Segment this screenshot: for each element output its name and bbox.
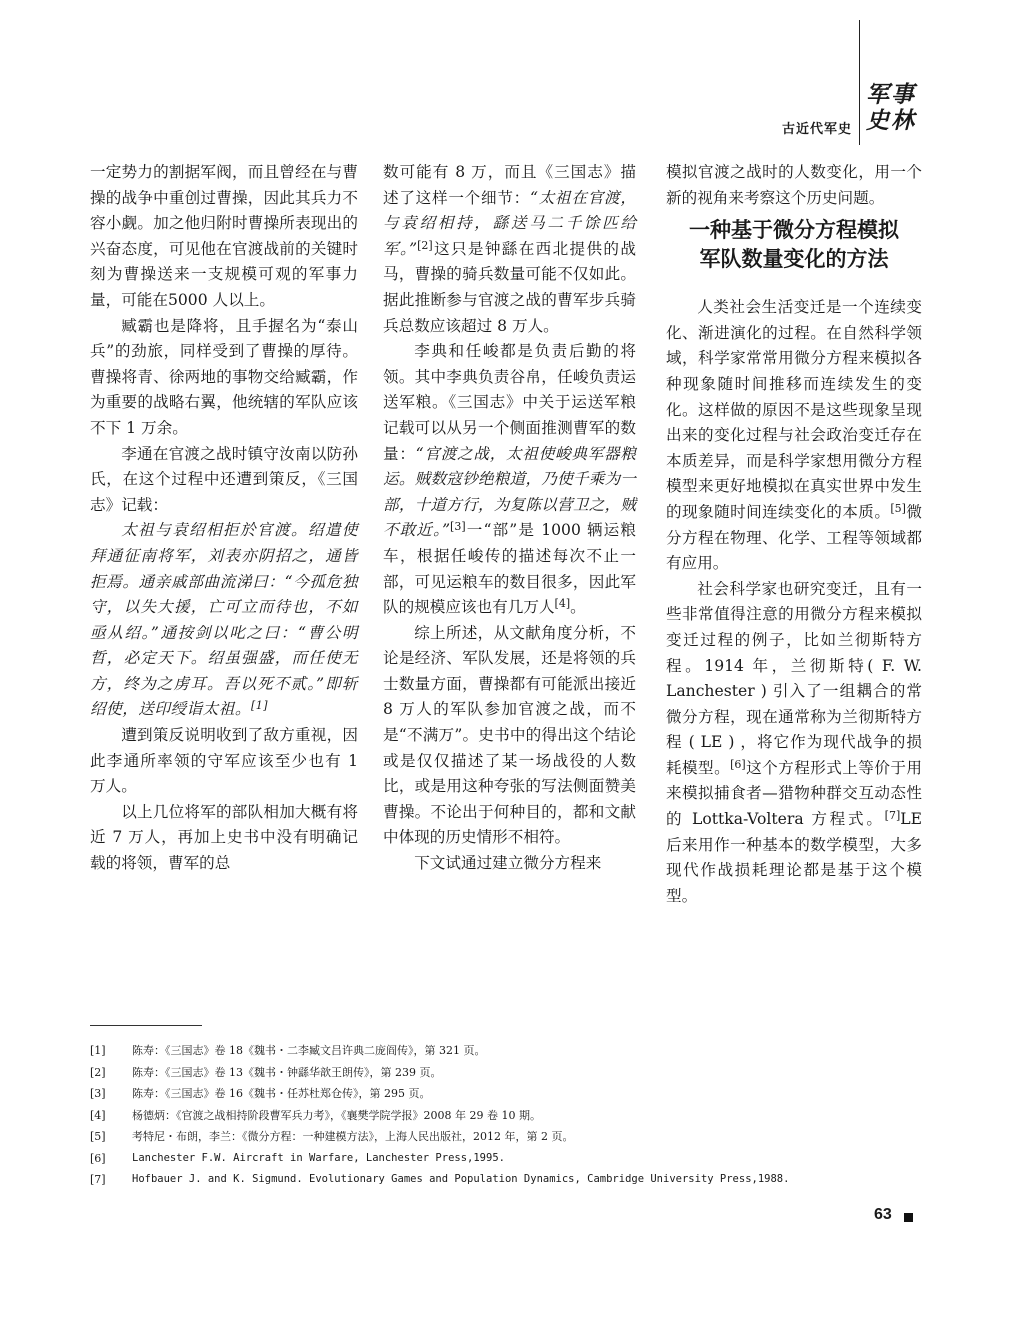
footnote-number: [4] [90, 1108, 106, 1122]
inline-quote: “官渡之战，太祖使峻典军器粮运。贼数寇钞绝粮道，乃使千乘为一部，十道方行，为复陈以营卫之，贼不敢近。” [383, 444, 636, 540]
footnote-text: 陈寿：《三国志》卷 16《魏书・任苏杜郑仓传》，第 295 页。 [132, 1087, 431, 1100]
citation-ref: [5] [890, 501, 906, 515]
paragraph [383, 339, 636, 621]
citation-ref: [3] [450, 520, 466, 534]
footnote-number: [7] [90, 1173, 106, 1186]
footnote [90, 1105, 930, 1127]
section-heading-line: 一种基于微分方程模拟 [689, 217, 899, 243]
paragraph [90, 314, 358, 442]
paragraph [90, 442, 358, 519]
text-run: 一“部”是 1000 辆运粮车，根据任峻传的描述每次不止一部，可见运粮车的数目很多，因此军队的规模应该也有几万人 [383, 521, 636, 617]
text-run: 太祖与袁绍相拒於官渡。绍遣使拜通征南将军，刘表亦阴招之，通皆拒焉。通亲戚部曲流涕曰：“今孤危独守，以失大援，亡可立而待也，不如亟从绍。”通按剑以叱之曰：“曹公明哲，必定天下。绍虽强盛，而任使无方，终为之虏耳。吾以死不贰。”即斩绍使，送印绶诣太祖。 [90, 521, 358, 719]
citation-ref: [2] [417, 238, 433, 252]
footnote-text: Lanchester F.W. Aircraft in Warfare, Lanchester Press,1995. [132, 1151, 505, 1164]
paragraph [383, 851, 636, 877]
text-run: 下文试通过建立微分方程来 [414, 854, 602, 873]
text-run: 李通在官渡之战时镇守汝南以防孙氏，在这个过程中还遭到策反，《三国志》记载： [90, 444, 358, 514]
text-run: 这只是钟繇在西北提供的战马，曹操的骑兵数量可能不仅如此。据此推断参与官渡之战的曹军步兵骑兵总数应该超过 8 万人。 [383, 239, 636, 335]
footnote [90, 1040, 930, 1062]
footnote [90, 1126, 930, 1148]
text-run: 一定势力的割据军阀，而且曾经在与曹操的战争中重创过曹操，因此其兵力不容小觑。加之他归附时曹操所表现出的兴奋态度，可见他在官渡战前的关键时刻为曹操送来一支规模可观的军事力量，可能在5000 人以上。 [90, 163, 358, 309]
text-run: 这个方程形式上等价于用来模拟捕食者—猎物种群交互动态性的 Lottka-Voltera 方程式。 [666, 758, 922, 829]
text-run: 数可能有 8 万，而且《三国志》描述了这样一个细节： [383, 163, 636, 207]
inline-quote: “太祖在官渡，与袁绍相持，繇送马二千馀匹给军。” [383, 188, 636, 258]
footnote [90, 1083, 930, 1105]
footnote [90, 1062, 930, 1084]
citation-ref: [1] [250, 699, 269, 713]
footnote-rule [90, 1025, 202, 1026]
footnote-text: 陈寿：《三国志》卷 18《魏书・二李臧文吕许典二庞阎传》，第 321 页。 [132, 1044, 486, 1057]
footnote-text: 杨德炳：《官渡之战相持阶段曹军兵力考》，《襄樊学院学报》2008 年 29 卷 10 期。 [132, 1108, 541, 1122]
paragraph [666, 160, 922, 211]
paragraph [90, 800, 358, 877]
paragraph [90, 723, 358, 800]
paragraph [666, 295, 922, 577]
text-run: 微分方程在物理、化学、工程等领域都有应用。 [666, 502, 922, 573]
footnote-number: [5] [90, 1130, 106, 1143]
column-2 [383, 160, 636, 877]
text-run: 以上几位将军的部队相加大概有将近 7 万人，再加上史书中没有明确记载的将领，曹军的总 [90, 802, 358, 873]
citation-ref: [4] [554, 597, 571, 611]
text-run: 臧霸也是降将，且手握名为“泰山兵”的劲旅，同样受到了曹操的厚待。曹操将青、徐两地的事物交给臧霸，作为重要的战略右翼，他统辖的军队应该不下 1 万余。 [90, 316, 358, 437]
paragraph [90, 160, 358, 314]
text-run: 模拟官渡之战时的人数变化，用一个新的视角来考察这个历史问题。 [666, 163, 922, 207]
block-quote [90, 518, 358, 723]
text-run: 遭到策反说明收到了敌方重视，因此李通所率领的守军应该至少也有 1 万人。 [90, 726, 358, 796]
footnote [90, 1169, 930, 1191]
column-3 [666, 160, 922, 909]
text-run: 。 [570, 598, 586, 617]
footnote-number: [6] [90, 1151, 106, 1165]
text-run: 李典和任峻都是负责后勤的将领。其中李典负责谷帛，任峻负责运送军粮。《三国志》中关于运送军粮记载可以从另一个侧面推测曹军的数量： [383, 342, 636, 463]
column-1 [90, 160, 358, 877]
text-run: 人类社会生活变迁是一个连续变化、渐进演化的过程。在自然科学领域，科学家常常用微分方程来模拟各种现象随时间推移而连续发生的变化。这样做的原因不是这些现象呈现出来的变化过程与社会政治变迁存在本质差异，而是科学家想用微分方程模型来更好地模拟在真实世界中发生的现象随时间连续变化的本质。 [666, 298, 922, 521]
footnote-text: Hofbauer J. and K. Sigmund. Evolutionary Games and Population Dynamics, Cambridge University Press,1988. [132, 1173, 790, 1185]
footnote-number: [3] [90, 1087, 106, 1100]
journal-logo: 军事史林 [866, 81, 916, 134]
text-run: 综上所述，从文献角度分析，不论是经济、军队发展，还是将领的兵士数量方面，曹操都有可能派出接近 8 万人的军队参加官渡之战，而不是“不满万”。史书中的得出这个结论或是仅仅描述了某一场战役的人数比，或是用这种夸张的写法侧面赞美曹操。不论出于何种目的，都和文献中体现的历史情形不相符。 [383, 623, 636, 847]
header-rule [859, 20, 860, 145]
footnote-text: 陈寿：《三国志》卷 13《魏书・钟繇华歆王朗传》，第 239 页。 [132, 1065, 442, 1079]
footnote [90, 1148, 930, 1170]
paragraph [383, 621, 636, 851]
text-run: 社会科学家也研究变迁，且有一些非常值得注意的用微分方程来模拟变迁过程的例子，比如兰彻斯特方程。1914 年，兰彻斯特( F. W. Lanchester ) 引入了一组耦合的常微分方程，现在通常称为兰彻斯特方程 ( LE ) ，将它作为现代战争的损耗模型。 [666, 579, 922, 777]
text-run: LE 后来用作一种基本的数学模型，大多现代作战损耗理论都是基于这个模型。 [666, 810, 922, 905]
citation-ref: [7] [884, 809, 901, 823]
citation-ref: [6] [730, 757, 746, 771]
section-label: 古近代军史 [781, 122, 852, 137]
page-number: 63 [874, 1206, 892, 1223]
section-heading [666, 215, 922, 273]
paragraph [666, 577, 922, 910]
footnote-number: [2] [90, 1065, 106, 1079]
page-marker-square [904, 1213, 913, 1222]
section-heading-line: 军队数量变化的方法 [699, 246, 889, 272]
footnote-number: [1] [90, 1044, 106, 1057]
footnote-text: 考特尼・布朗，李兰：《微分方程：一种建模方法》，上海人民出版社，2012 年，第 2 页。 [132, 1130, 574, 1143]
paragraph [383, 160, 636, 339]
footnotes [90, 1040, 930, 1191]
